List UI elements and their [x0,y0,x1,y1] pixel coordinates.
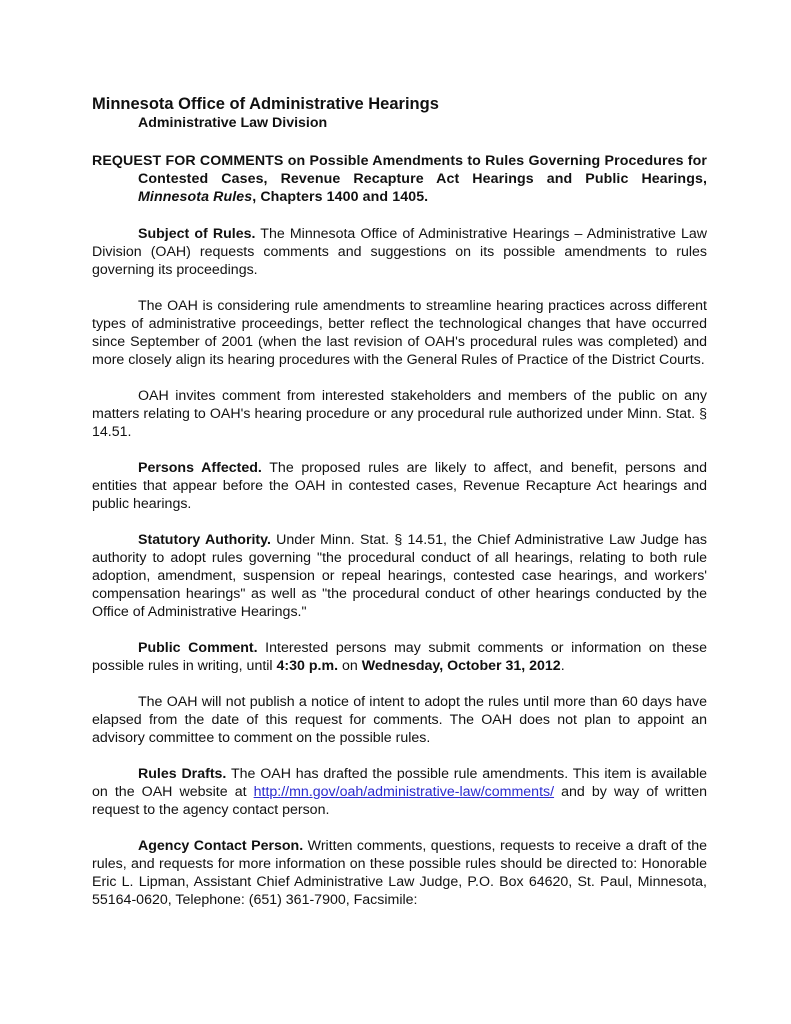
oah-comments-link[interactable]: http://mn.gov/oah/administrative-law/comments/ [253,784,555,800]
drafts-heading: Rules Drafts. [138,766,227,782]
deadline-time: 4:30 p.m. [276,658,339,674]
deadline-date: Wednesday, October 31, 2012 [361,658,561,674]
request-for-comments-heading: REQUEST FOR COMMENTS on Possible Amendments to Rules Governing Procedures for Contested Cases, Revenue Recapture Act Hearings and Public Hearings, Minnesota Rules, Chapters 1400 and 1405. [92,153,707,205]
agency-title: Minnesota Office of Administrative Hearings [92,95,439,113]
subject-of-rules-paragraph: Subject of Rules. The Minnesota Office of Administrative Hearings – Administrative Law Division (OAH) requests comments and suggestions on its possible amendments to rules governing its proceedings. [92,226,708,278]
public-comment-paragraph: Public Comment. Interested persons may submit comments or information on these possible rules in writing, until 4:30 p.m. on Wednesday, October 31, 2012. [92,640,707,674]
comment-heading: Public Comment. [138,640,258,656]
rfc-lead: REQUEST FOR COMMENTS [92,153,284,169]
division-subtitle: Administrative Law Division [138,115,328,131]
considering-paragraph: The OAH is considering rule amendments to streamline hearing practices across different types of administrative proceedings, better reflect the technological changes that have occurred since September of 2001 (when the last revision of OAH's procedural rules was completed) and more closely align its hearing procedures with the General Rules of Practice of the District Courts. [92,298,707,368]
rules-drafts-paragraph: Rules Drafts. The OAH has drafted the possible rule amendments. This item is available on the OAH website at http://mn.gov/oah/administrative-law/comments/ and by way of written request to the agency contact person. [92,766,708,818]
document-page [92,94,707,909]
notice-paragraph: The OAH will not publish a notice of intent to adopt the rules until more than 60 days have elapsed from the date of this request for comments. The OAH does not plan to appoint an advisory committee to comment on the possible rules. [92,694,707,746]
contact-heading: Agency Contact Person. [138,838,304,854]
invites-paragraph: OAH invites comment from interested stakeholders and members of the public on any matters relating to OAH's hearing procedure or any procedural rule authorized under Minn. Stat. § 14.51. [92,388,707,440]
persons-heading: Persons Affected. [138,460,262,476]
subject-heading: Subject of Rules. [138,226,256,242]
authority-heading: Statutory Authority. [138,532,271,548]
agency-contact-paragraph: Agency Contact Person. Written comments, questions, requests to receive a draft of the rules, and requests for more information on these possible rules should be directed to: Honorable Eric L. Lipman, Assistant Chief Administrative Law Judge, P.O. Box 64620, St. Paul, Minnesota, 55164-0620, Telephone: (651) 361-7900, Facsimile: [92,838,707,908]
minnesota-rules-italic: Minnesota Rules [138,189,253,205]
statutory-authority-paragraph: Statutory Authority. Under Minn. Stat. § 14.51, the Chief Administrative Law Judge has authority to adopt rules governing "the procedural conduct of all hearings, relating to both rule adoption, amendment, suspension or repeal hearings, contested case hearings, and workers' compensation hearings" as well as "the procedural conduct of other hearings conducted by the Office of Administrative Hearings." [92,532,708,620]
persons-affected-paragraph: Persons Affected. The proposed rules are likely to affect, and benefit, persons and entities that appear before the OAH in contested cases, Revenue Recapture Act hearings and public hearings. [92,460,707,512]
